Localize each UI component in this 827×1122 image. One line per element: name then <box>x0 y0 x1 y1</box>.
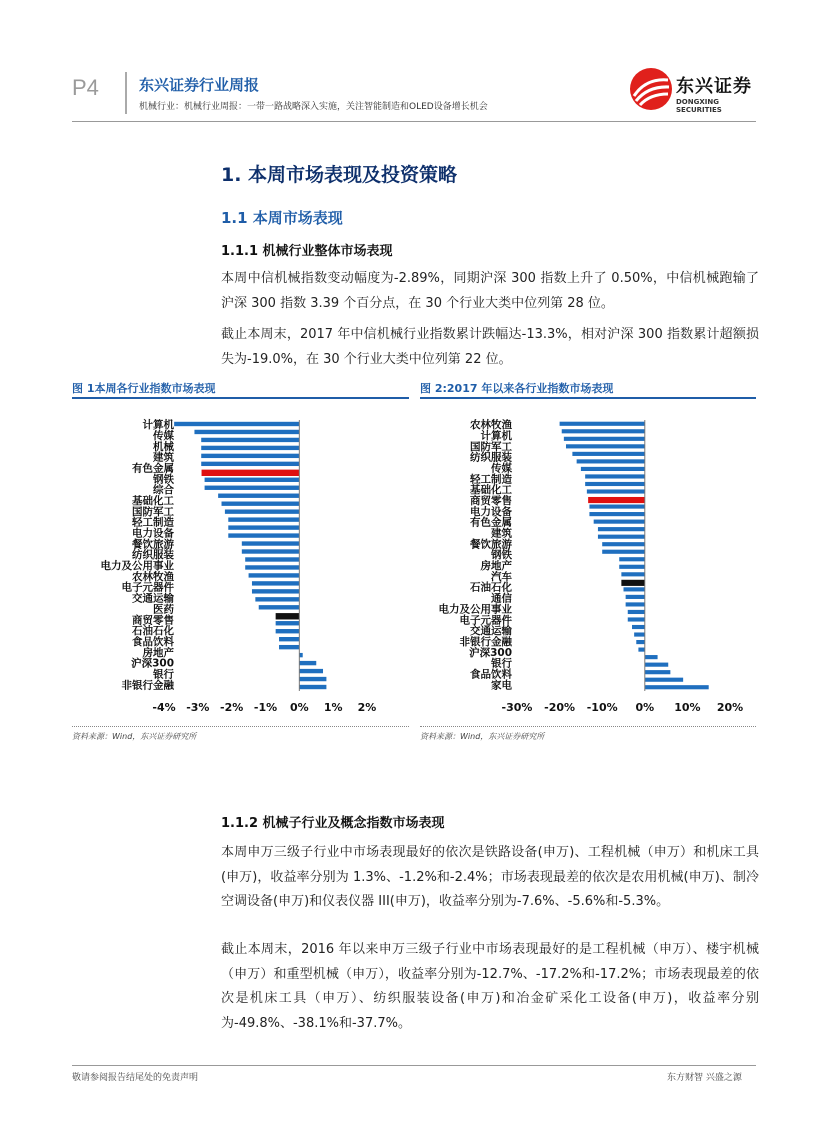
fig2-bar <box>587 489 645 493</box>
fig1-bar <box>174 422 299 426</box>
header-rule <box>72 121 756 122</box>
report-series-title: 东兴证券行业周报 <box>139 76 260 94</box>
fig1-category-label: 电子元器件 <box>121 581 174 594</box>
fig2-category-label: 沪深300 <box>469 646 512 659</box>
fig1-bar <box>249 573 300 577</box>
fig2-bar <box>562 429 645 433</box>
figure-1-chart <box>72 405 409 720</box>
fig2-bar <box>560 422 645 426</box>
fig1-bar <box>218 494 299 498</box>
fig1-bar <box>205 486 300 490</box>
paragraph-1: 本周中信机械指数变动幅度为-2.89%，同期沪深 300 指数上升了 0.50%，中信机械跑输了沪深 300 指数 3.39 个百分点，在 30 个行业大类中位列第 28 位。 <box>221 271 759 311</box>
footer-slogan: 东方财智 兴盛之源 <box>667 1073 742 1083</box>
fig1-bar <box>299 677 326 681</box>
fig1-bar <box>201 462 299 466</box>
fig2-bar <box>602 550 645 554</box>
fig2-tick-label: 10% <box>674 701 701 714</box>
fig1-category-label: 石油石化 <box>132 625 174 638</box>
fig2-category-label: 通信 <box>491 592 512 605</box>
fig2-tick-label: -10% <box>586 701 618 714</box>
subsubsection-heading-2: 1.1.2 机械子行业及概念指数市场表现 <box>221 816 445 831</box>
fig2-bar <box>566 444 645 448</box>
fig1-bar <box>299 661 316 665</box>
fig2-bar <box>632 625 645 629</box>
fig1-bar <box>299 685 326 689</box>
subsection-heading: 1.1 本周市场表现 <box>221 209 343 227</box>
header-separator <box>125 72 127 114</box>
fig1-bar <box>225 509 299 513</box>
fig2-category-label: 轻工制造 <box>470 473 512 486</box>
fig1-category-label: 商贸零售 <box>132 614 174 627</box>
fig2-bar <box>645 678 683 682</box>
fig1-category-label: 食品饮料 <box>132 635 174 648</box>
fig2-bar <box>602 542 645 546</box>
fig1-category-label: 银行 <box>153 668 174 681</box>
fig1-bar <box>242 541 300 545</box>
subsubsection-heading-1: 1.1.1 机械行业整体市场表现 <box>221 244 393 259</box>
figure-2-divider <box>420 726 756 727</box>
fig2-tick-label: -20% <box>544 701 576 714</box>
fig1-bar <box>252 581 299 585</box>
fig1-tick-label: -4% <box>152 701 176 714</box>
fig1-tick-label: -1% <box>253 701 278 714</box>
fig2-bar <box>645 655 658 659</box>
fig1-bar <box>228 525 299 529</box>
fig2-bar <box>645 685 709 689</box>
fig2-bar <box>645 670 671 674</box>
fig1-category-label: 钢铁 <box>153 473 174 486</box>
fig2-bar <box>598 527 645 531</box>
fig2-bar <box>581 467 645 471</box>
fig2-bar <box>626 602 645 606</box>
fig1-bar <box>276 629 300 633</box>
fig1-bar <box>299 669 323 673</box>
fig1-category-label: 交通运输 <box>132 592 174 605</box>
fig2-bar <box>572 452 644 456</box>
fig1-bar <box>242 549 300 553</box>
fig2-category-label: 计算机 <box>480 429 512 442</box>
fig1-category-label: 机械 <box>153 440 174 453</box>
section-heading: 1. 本周市场表现及投资策略 <box>221 164 458 186</box>
fig1-tick-label: 0% <box>289 701 309 714</box>
fig1-category-label: 医药 <box>153 603 174 616</box>
figure-2-source: 资料来源：Wind，东兴证券研究所 <box>420 732 545 741</box>
fig2-category-label: 非银行金融 <box>459 635 512 648</box>
figure-2-rule <box>420 397 756 399</box>
fig2-category-label: 国防军工 <box>470 440 512 453</box>
fig1-category-label: 纺织服装 <box>132 549 174 562</box>
fig1-tick-label: 1% <box>323 701 343 714</box>
fig2-category-label: 电力设备 <box>470 505 512 518</box>
fig2-bar <box>619 557 645 561</box>
fig1-bar <box>245 565 299 569</box>
fig2-category-label: 钢铁 <box>491 549 512 562</box>
fig2-bar <box>628 617 645 621</box>
fig1-bar <box>228 533 299 537</box>
fig1-category-label: 非银行金融 <box>121 679 174 692</box>
figure-1-source: 资料来源：Wind，东兴证券研究所 <box>72 732 197 741</box>
fig1-bar <box>252 589 299 593</box>
paragraph-3: 本周申万三级子行业中市场表现最好的依次是铁路设备(申万)、工程机械（申万）和机床工具(申万)，收益率分别为 1.3%、-1.2%和-2.4%；市场表现最差的依次是农用机械(申万)、制冷空调设备(申万)和仪表仪器 III(申万)，收益率分别为-7.6%、-5.6%和-5.3%。 <box>221 845 759 909</box>
fig2-bar <box>619 565 645 569</box>
fig2-tick-label: 0% <box>635 701 655 714</box>
fig1-bar <box>276 613 300 619</box>
fig2-bar <box>585 474 645 478</box>
fig1-bar <box>194 430 299 434</box>
fig1-bar <box>259 605 300 609</box>
fig1-bar <box>228 517 299 521</box>
figure-1-divider <box>72 726 409 727</box>
fig2-category-label: 传媒 <box>491 462 512 475</box>
fig2-category-label: 建筑 <box>491 527 512 540</box>
fig1-bar <box>245 557 299 561</box>
fig2-bar <box>638 648 644 652</box>
fig2-tick-label: -30% <box>501 701 533 714</box>
fig1-bar <box>201 454 299 458</box>
fig1-category-label: 轻工制造 <box>132 516 174 529</box>
fig1-bar <box>255 597 299 601</box>
fig2-category-label: 电力及公用事业 <box>438 603 512 616</box>
fig2-category-label: 有色金属 <box>470 516 512 529</box>
fig1-category-label: 传媒 <box>153 429 174 442</box>
fig2-category-label: 银行 <box>491 657 512 670</box>
fig1-bar <box>279 645 299 649</box>
fig2-bar <box>621 572 644 576</box>
fig1-bar <box>299 653 302 657</box>
fig1-bar <box>201 446 299 450</box>
fig2-bar <box>634 632 645 636</box>
fig2-category-label: 汽车 <box>491 570 512 583</box>
paragraph-2: 截止本周末，2017 年中信机械行业指数累计跌幅达-13.3%，相对沪深 300 指数累计超额损失为-19.0%，在 30 个行业大类中位列第 22 位。 <box>221 327 759 367</box>
fig1-bar <box>222 501 300 505</box>
figure-2-title: 图 2:2017 年以来各行业指数市场表现 <box>420 382 614 395</box>
fig2-bar <box>645 663 668 667</box>
fig2-category-label: 基础化工 <box>470 484 512 497</box>
fig1-category-label: 电力设备 <box>132 527 174 540</box>
fig1-bar <box>205 478 300 482</box>
fig2-tick-label: 20% <box>716 701 744 714</box>
fig1-category-label: 有色金属 <box>132 462 174 475</box>
fig2-bar <box>624 587 645 591</box>
fig2-bar <box>588 497 645 503</box>
fig1-category-label: 沪深300 <box>131 657 174 670</box>
figure-2-chart <box>420 405 756 720</box>
fig1-category-label: 房地产 <box>142 646 174 659</box>
fig2-bar <box>589 504 644 508</box>
fig1-category-label: 建筑 <box>153 451 174 464</box>
fig2-category-label: 石油石化 <box>470 581 512 594</box>
fig1-tick-label: 2% <box>357 701 377 714</box>
fig1-category-label: 电力及公用事业 <box>100 560 174 573</box>
fig1-bar <box>201 438 299 442</box>
report-subtitle: 机械行业：机械行业周报：一带一路战略深入实施，关注智能制造和OLED设备增长机会 <box>139 102 488 112</box>
fig1-tick-label: -2% <box>220 701 244 714</box>
logo-text-en: DONGXING SECURITIES <box>676 98 722 114</box>
fig2-bar <box>628 610 645 614</box>
fig2-bar <box>626 595 645 599</box>
figure-1-rule <box>72 397 409 399</box>
fig2-category-label: 房地产 <box>480 560 512 573</box>
fig1-category-label: 计算机 <box>142 419 174 432</box>
fig2-category-label: 纺织服装 <box>470 451 512 464</box>
fig2-category-label: 商贸零售 <box>470 495 512 508</box>
fig1-category-label: 餐饮旅游 <box>132 538 174 551</box>
fig2-bar <box>598 535 645 539</box>
logo-text-cn: 东兴证券 <box>676 76 752 97</box>
fig1-category-label: 基础化工 <box>132 495 174 508</box>
fig2-bar <box>594 520 645 524</box>
fig2-category-label: 交通运输 <box>470 625 512 638</box>
page-number: P4 <box>72 75 99 100</box>
fig2-category-label: 餐饮旅游 <box>470 538 512 551</box>
fig1-category-label: 国防军工 <box>132 505 174 518</box>
logo-mark-icon <box>628 66 674 112</box>
fig1-category-label: 综合 <box>153 484 174 497</box>
fig1-bar <box>279 637 299 641</box>
fig2-category-label: 电子元器件 <box>459 614 512 627</box>
fig2-category-label: 食品饮料 <box>470 668 512 681</box>
fig2-bar <box>564 437 645 441</box>
fig1-bar <box>276 621 300 625</box>
fig1-category-label: 农林牧渔 <box>132 570 174 583</box>
footer-disclaimer: 敬请参阅报告结尾处的免责声明 <box>72 1073 199 1083</box>
fig2-category-label: 家电 <box>491 679 512 692</box>
fig2-bar <box>636 640 645 644</box>
footer-rule <box>72 1065 756 1066</box>
fig2-bar <box>577 459 645 463</box>
figure-1-title: 图 1本周各行业指数市场表现 <box>72 382 216 395</box>
fig1-bar <box>202 470 300 476</box>
paragraph-4: 截止本周末，2016 年以来申万三级子行业中市场表现最好的是工程机械（申万）、楼宇机械（申万）和重型机械（申万），收益率分别为-12.7%、-17.2%和-17.2%；市场表现最差的依次是机床工具（申万）、纺织服装设备(申万)和冶金矿采化工设备(申万)，收益率分别为-49.8%、-38.1%和-37.7%。 <box>221 942 759 1031</box>
fig2-category-label: 农林牧渔 <box>470 419 512 432</box>
fig2-bar <box>621 580 644 586</box>
fig2-bar <box>589 512 644 516</box>
company-logo <box>628 66 758 116</box>
fig2-bar <box>585 482 645 486</box>
fig1-tick-label: -3% <box>186 701 210 714</box>
